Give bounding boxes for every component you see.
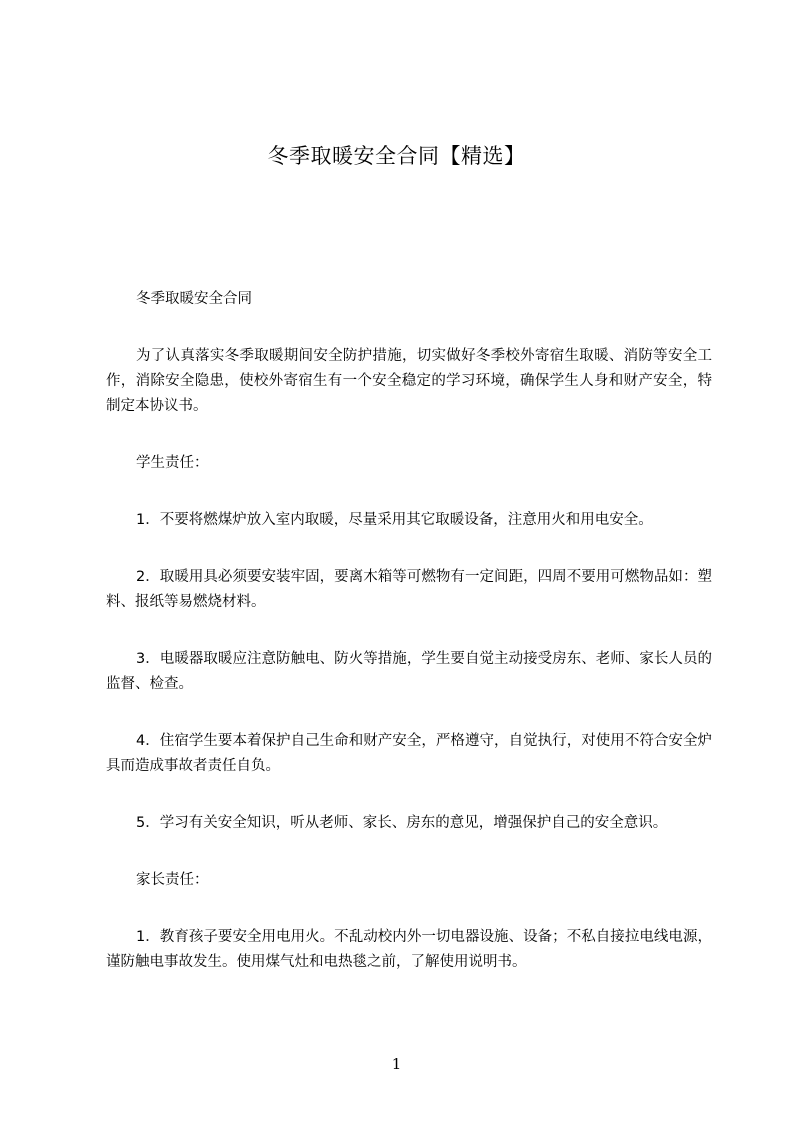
intro-paragraph: 为了认真落实冬季取暖期间安全防护措施，切实做好冬季校外寄宿生取暖、消防等安全工作，消除安全隐患，使校外寄宿生有一个安全稳定的学习环境，确保学生人身和财产安全，特制定本协议书。	[106, 348, 712, 414]
page-title: 冬季取暖安全合同【精选】	[267, 144, 526, 168]
student-item-3: 3．电暖器取暖应注意防触电、防火等措施，学生要自觉主动接受房东、老师、家长人员的监督、检查。	[106, 651, 712, 692]
student-responsibility-heading: 学生责任：	[136, 455, 209, 471]
section-heading: 冬季取暖安全合同	[136, 291, 252, 307]
student-item-1: 1．不要将燃煤炉放入室内取暖，尽量采用其它取暖设备，注意用火和用电安全。	[136, 512, 653, 528]
document-body	[106, 287, 712, 1007]
parent-item-1: 1．教育孩子要安全用电用火。不乱动校内外一切电器设施、设备；不私自接拉电线电源，谨防触电事故发生。使用煤气灶和电热毯之前，了解使用说明书。	[106, 929, 712, 970]
student-item-5: 5．学习有关安全知识，听从老师、家长、房东的意见，增强保护自己的安全意识。	[136, 815, 668, 831]
page-number: 1	[391, 1055, 402, 1073]
student-item-2: 2．取暖用具必须要安装牢固，要离木箱等可燃物有一定间距，四周不要用可燃物品如：塑料、报纸等易燃烧材料。	[106, 569, 712, 610]
parent-responsibility-heading: 家长责任：	[136, 872, 209, 888]
student-item-4: 4．住宿学生要本着保护自己生命和财产安全，严格遵守，自觉执行，对使用不符合安全炉具而造成事故者责任自负。	[106, 733, 712, 774]
